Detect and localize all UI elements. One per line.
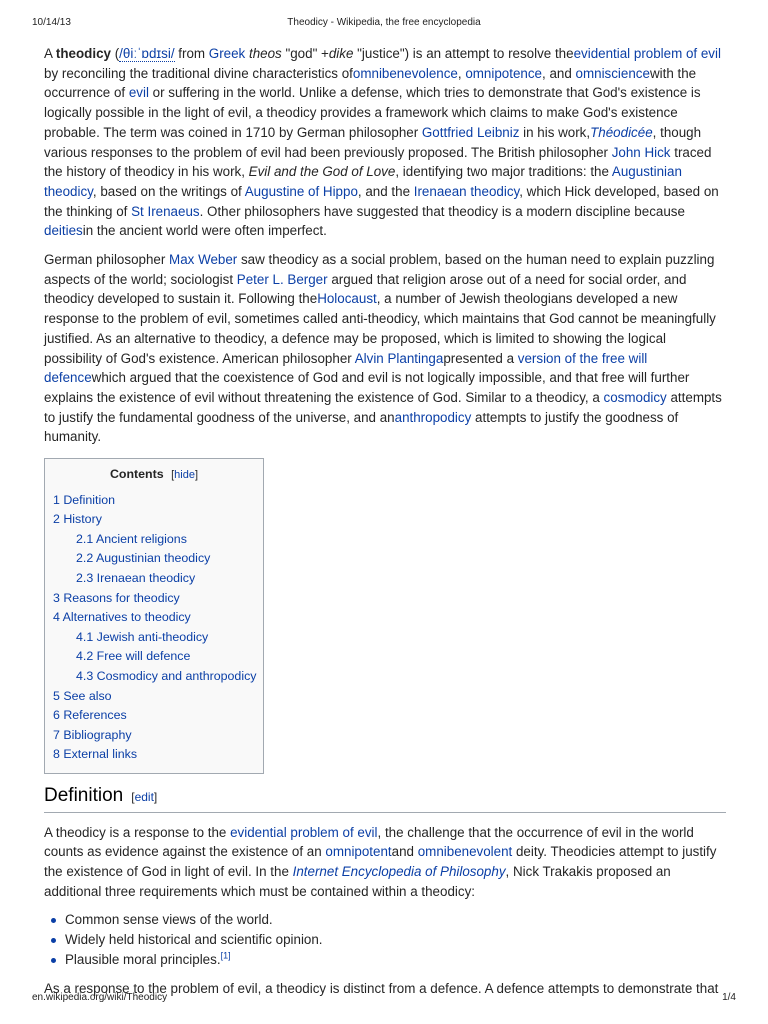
text-run: from — [174, 46, 209, 61]
link-holocaust[interactable]: Holocaust — [317, 291, 377, 307]
link-omniscience[interactable]: omniscience — [575, 65, 650, 81]
toc-link-see-also[interactable]: 5 See also — [53, 688, 112, 703]
book-title: Evil and the God of Love — [248, 164, 396, 180]
text-run: which argued that the coexistence of God and evil is not logically impossible, and that free will further explains the existence of evil without threatening the existence of God. Similar to a theodicy, a — [44, 370, 690, 405]
link-free-will-defence[interactable]: version of the free will defence — [44, 350, 648, 386]
link-gottfried-leibniz[interactable]: Gottfried Leibniz — [421, 124, 520, 140]
toc-list — [45, 491, 263, 765]
toc-item — [45, 589, 263, 609]
link-omnipotence[interactable]: omnipotence — [465, 65, 542, 81]
text-run: , Nick Trakakis proposed an additional three requirements which must be contained within a theodicy: — [44, 864, 671, 899]
text-run: saw theodicy as a social problem, based on the human need to explain puzzling aspects of the world; sociologist — [44, 252, 715, 287]
toc-title: Contents — [109, 467, 164, 482]
toc-link-external-links[interactable]: 8 External links — [53, 747, 138, 762]
toc-item — [45, 745, 263, 765]
toc-item — [45, 491, 263, 511]
article-content — [44, 44, 726, 1007]
link-omnipotent[interactable]: omnipotent — [325, 844, 392, 860]
link-evidential-problem-of-evil[interactable]: evidential problem of evil — [573, 46, 721, 61]
text-run: , — [457, 65, 466, 81]
intro-paragraph-1 — [44, 44, 726, 241]
toc-link-augustinian-theodicy[interactable]: 2.2 Augustinian theodicy — [76, 551, 211, 566]
edit-link[interactable]: edit — [134, 789, 154, 804]
link-augustinian-theodicy[interactable]: Augustinian theodicy — [44, 164, 682, 199]
list-item-text: Plausible moral principles. — [65, 951, 221, 967]
link-theodicee[interactable]: Théodicée — [590, 124, 653, 140]
link-deities[interactable]: deities — [44, 223, 83, 239]
text-run: deity. Theodicies attempt to justify the existence of God in light of evil. In the — [44, 844, 717, 880]
word-dike: dike — [328, 46, 354, 61]
text-run: , based on the writings of — [92, 183, 245, 199]
link-omnibenevolence[interactable]: omnibenevolence — [352, 65, 458, 81]
list-item-text: Common sense views of the world. — [65, 912, 273, 928]
text-run: with the occurrence of — [44, 65, 697, 101]
toc-link-cosmodicy[interactable]: 4.3 Cosmodicy and anthropodicy — [76, 669, 257, 683]
list-item — [50, 910, 726, 930]
bracket: ] — [194, 469, 199, 482]
link-omnibenevolent[interactable]: omnibenevolent — [417, 844, 513, 860]
text-run: , which Hick developed, based on the thinking of — [44, 183, 719, 219]
text-run: , the challenge that the occurrence of evil in the world counts as evidence against the existence of an — [44, 824, 694, 860]
text-run: in his work, — [519, 124, 591, 140]
link-anthropodicy[interactable]: anthropodicy — [394, 409, 472, 425]
text-run: , and the — [357, 183, 414, 199]
text-run: presented a — [443, 350, 518, 366]
text-run: , though various responses to the problem of evil had been previously proposed. The British philosopher — [44, 124, 702, 160]
toc-link-alternatives[interactable]: 4 Alternatives to theodicy — [53, 610, 191, 625]
print-url: en.wikipedia.org/wiki/Theodicy — [32, 992, 168, 1003]
term-theodicy: theodicy — [55, 46, 111, 61]
intro-paragraph-2 — [44, 250, 726, 447]
print-footer — [32, 992, 736, 1008]
text-run: A theodicy is a response to the — [44, 824, 231, 840]
text-run: , and — [542, 65, 576, 81]
toc-item — [45, 628, 263, 648]
toc-link-ancient-religions[interactable]: 2.1 Ancient religions — [76, 531, 187, 546]
page-number: 1/4 — [722, 992, 736, 1003]
link-augustine-of-hippo[interactable]: Augustine of Hippo — [244, 183, 358, 199]
link-max-weber[interactable]: Max Weber — [169, 252, 238, 268]
toc-link-definition[interactable]: 1 Definition — [53, 492, 115, 507]
link-cosmodicy[interactable]: cosmodicy — [603, 389, 667, 405]
toc-link-bibliography[interactable]: 7 Bibliography — [53, 727, 132, 742]
toc-item — [45, 569, 263, 589]
definition-paragraph-2: As a response to the problem of evil, a theodicy is distinct from a defence. A defence attempts to demonstrate that — [44, 980, 719, 996]
toc-header — [45, 465, 263, 486]
text-run: in the ancient world were often imperfect. — [82, 223, 327, 239]
list-item — [50, 950, 726, 970]
section-heading-definition — [44, 786, 726, 813]
heading-text: Definition — [44, 784, 124, 806]
toc-item — [45, 687, 263, 707]
toc-link-reasons[interactable]: 3 Reasons for theodicy — [53, 590, 180, 605]
text-run: traced the history of theodicy in his work, — [44, 144, 712, 180]
text-run: "god" + — [281, 46, 329, 61]
text-run: attempts to justify the goodness of humanity. — [44, 409, 679, 445]
link-greek[interactable]: Greek — [208, 46, 246, 61]
text-run: by reconciling the traditional divine characteristics of — [44, 65, 353, 81]
link-internet-encyclopedia-of-philosophy[interactable]: Internet Encyclopedia of Philosophy — [292, 864, 506, 880]
print-date: 10/14/13 — [32, 17, 71, 28]
link-alvin-plantinga[interactable]: Alvin Plantinga — [354, 350, 444, 366]
table-of-contents — [44, 458, 264, 774]
link-evidential-problem-of-evil[interactable]: evidential problem of evil — [230, 824, 378, 840]
print-title: Theodicy - Wikipedia, the free encyclopedia — [287, 17, 481, 28]
text-run: or suffering in the world. Unlike a defense, which tries to demonstrate that God's existence is logically possible in the light of evil, a theodicy provides a framework which claims to make God's existence probable. The term was coined in 1710 by German philosopher — [44, 85, 701, 140]
text-run: "justice") is an attempt to resolve the — [353, 46, 574, 61]
text-run: , a number of Jewish theologians developed a new response to the problem of evil, sometimes called anti-theodicy, which maintains that God cannot be meaningfully justified. As an alternative to theodicy, a defence may be proposed, which is limited to showing the logical possibility of God's existence. American philosopher — [44, 291, 716, 366]
toc-item — [45, 608, 263, 628]
link-john-hick[interactable]: John Hick — [611, 144, 671, 160]
text-run: attempts to justify the fundamental goodness of the universe, and an — [44, 389, 722, 425]
text-run: German philosopher — [44, 252, 170, 268]
toc-item — [45, 510, 263, 530]
print-header — [32, 17, 736, 33]
text-run: argued that religion arose out of a need for social order, and theodicy developed to sustain it. Following the — [44, 271, 687, 307]
toc-link-references[interactable]: 6 References — [53, 708, 127, 723]
text-run: and — [391, 844, 418, 860]
toc-item — [45, 647, 263, 667]
toc-link-free-will-defence[interactable]: 4.2 Free will defence — [76, 649, 191, 664]
text-run: . Other philosophers have suggested that theodicy is a modern discipline because — [199, 203, 685, 219]
text-run: , identifying two major traditions: the — [395, 164, 612, 180]
bracket: [ — [131, 789, 135, 804]
toc-link-jewish-anti-theodicy[interactable]: 4.1 Jewish anti-theodicy — [76, 629, 209, 644]
link-evil[interactable]: evil — [128, 85, 149, 101]
link-st-irenaeus[interactable]: St Irenaeus — [131, 203, 200, 219]
definition-paragraph-1 — [44, 823, 726, 902]
list-item — [50, 930, 726, 950]
bracket: [ — [171, 469, 175, 482]
link-irenaean-theodicy[interactable]: Irenaean theodicy — [413, 183, 520, 199]
text-run: A — [44, 46, 56, 61]
toc-link-history[interactable]: 2 History — [53, 512, 102, 527]
toc-item — [45, 706, 263, 726]
list-item-text: Widely held historical and scientific opinion. — [65, 932, 323, 948]
toc-item — [45, 726, 263, 746]
toc-link-irenaean-theodicy[interactable]: 2.3 Irenaean theodicy — [76, 571, 196, 586]
toc-item — [45, 530, 263, 550]
toc-item — [45, 549, 263, 569]
text-run: ( — [110, 46, 120, 61]
link-peter-berger[interactable]: Peter L. Berger — [236, 271, 328, 287]
ipa-pronunciation-link[interactable]: /θiːˈɒdɪsi/ — [119, 46, 175, 61]
toc-item — [45, 667, 263, 687]
requirements-list — [44, 910, 726, 969]
word-theos: theos — [248, 46, 282, 61]
reference-link-1[interactable]: [1] — [220, 950, 231, 961]
section-edit — [131, 790, 157, 804]
toc-hide-toggle — [171, 469, 198, 481]
toc-hide-link[interactable]: hide — [174, 469, 195, 482]
bracket: ] — [153, 789, 158, 804]
